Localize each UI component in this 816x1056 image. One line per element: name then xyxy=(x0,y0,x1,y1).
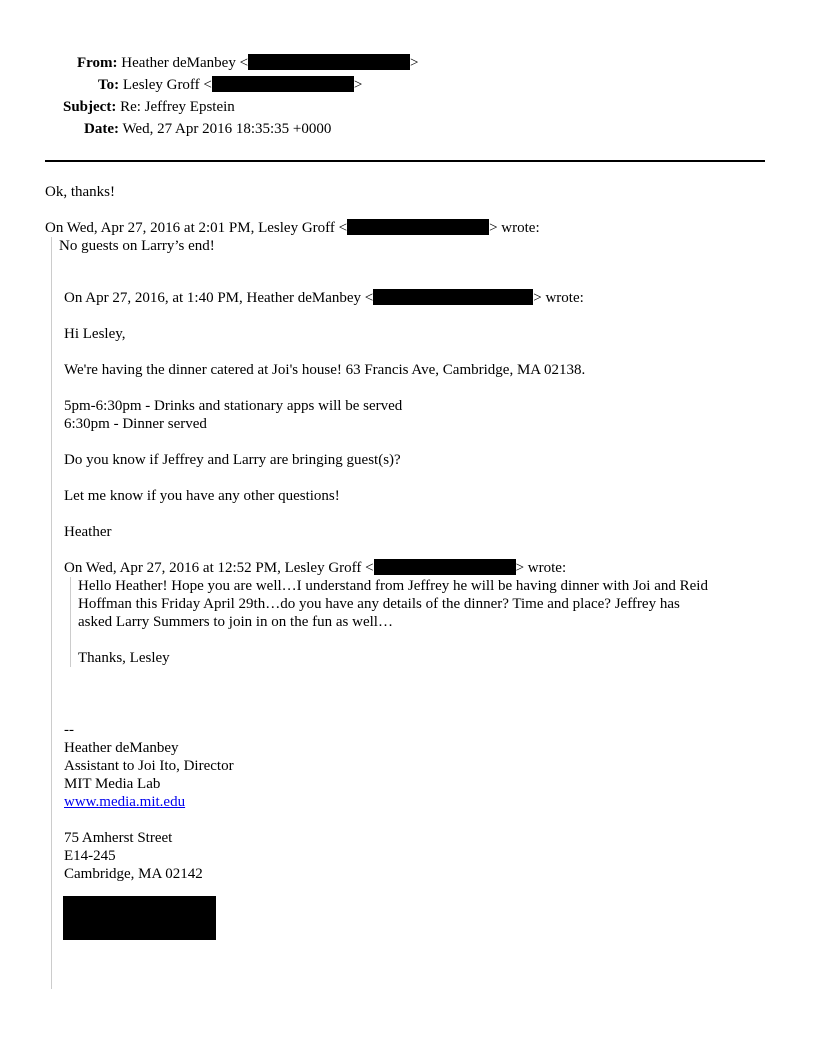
from-close: > xyxy=(410,55,419,71)
schedule-line-1: 5pm-6:30pm - Drinks and stationary apps will be served xyxy=(64,398,403,414)
header-divider xyxy=(45,160,765,162)
question: Do you know if Jeffrey and Larry are bringing guest(s)? xyxy=(64,452,401,468)
redaction-block xyxy=(373,289,533,305)
address-line-3: Cambridge, MA 02142 xyxy=(64,866,203,882)
location-paragraph: We're having the dinner catered at Joi's house! 63 Francis Ave, Cambridge, MA 02138. xyxy=(64,362,586,378)
header-to xyxy=(98,76,362,94)
quote3-line: Hoffman this Friday April 29th…do you have any details of the dinner? Time and place? Jeffrey has xyxy=(78,596,680,612)
quote1-intro-wrote: > wrote: xyxy=(489,220,540,236)
quote3-intro-wrote: > wrote: xyxy=(515,560,567,576)
redaction-block xyxy=(248,54,410,70)
signoff: Heather xyxy=(64,524,112,540)
quote2-intro-text: On Apr 27, 2016, at 1:40 PM, Heather deManbey < xyxy=(64,290,374,306)
reply-text: Ok, thanks! xyxy=(45,184,115,200)
date-value: Wed, 27 Apr 2016 18:35:35 +0000 xyxy=(122,121,332,137)
address-line-2: E14-245 xyxy=(64,848,116,864)
to-label: To: xyxy=(98,77,120,93)
quote1-intro-text: On Wed, Apr 27, 2016 at 2:01 PM, Lesley Groff < xyxy=(45,220,348,236)
signature-title: Assistant to Joi Ito, Director xyxy=(64,758,234,774)
subject-label: Subject: xyxy=(63,99,117,115)
quote3-intro xyxy=(64,559,566,577)
quote3-line: asked Larry Summers to join in on the fun as well… xyxy=(78,614,393,630)
quote1-bar xyxy=(51,237,52,989)
date-label: Date: xyxy=(84,121,119,137)
to-name: Lesley Groff < xyxy=(122,77,212,93)
signature-org: MIT Media Lab xyxy=(64,776,161,792)
redaction-block xyxy=(347,219,489,235)
from-label: From: xyxy=(77,55,118,71)
greeting: Hi Lesley, xyxy=(64,326,126,342)
address-line-1: 75 Amherst Street xyxy=(64,830,173,846)
quote1-intro xyxy=(45,219,540,237)
signature-dashes: -- xyxy=(64,722,74,738)
subject-value: Re: Jeffrey Epstein xyxy=(120,99,235,115)
from-name: Heather deManbey < xyxy=(121,55,249,71)
schedule-line-2: 6:30pm - Dinner served xyxy=(64,416,207,432)
website-link[interactable]: www.media.mit.edu xyxy=(64,794,186,810)
quote2-intro-wrote: > wrote: xyxy=(533,290,584,306)
to-close: > xyxy=(353,77,363,93)
quote2-intro xyxy=(64,289,584,307)
redaction-block xyxy=(212,76,354,92)
quote3-line: Hello Heather! Hope you are well…I understand from Jeffrey he will be having dinner with Joi and Reid xyxy=(78,578,708,594)
quote3-intro-text: On Wed, Apr 27, 2016 at 12:52 PM, Lesley Groff < xyxy=(64,560,374,576)
redaction-block xyxy=(63,896,216,940)
header-from xyxy=(77,54,419,72)
header-date xyxy=(84,120,331,138)
redaction-block xyxy=(374,559,516,575)
header-subject xyxy=(63,98,235,116)
signature-name: Heather deManbey xyxy=(64,740,179,756)
quote3-thanks: Thanks, Lesley xyxy=(78,650,170,666)
closing: Let me know if you have any other questions! xyxy=(64,488,340,504)
quote1-text: No guests on Larry’s end! xyxy=(59,238,215,254)
quote3-bar xyxy=(70,577,71,667)
